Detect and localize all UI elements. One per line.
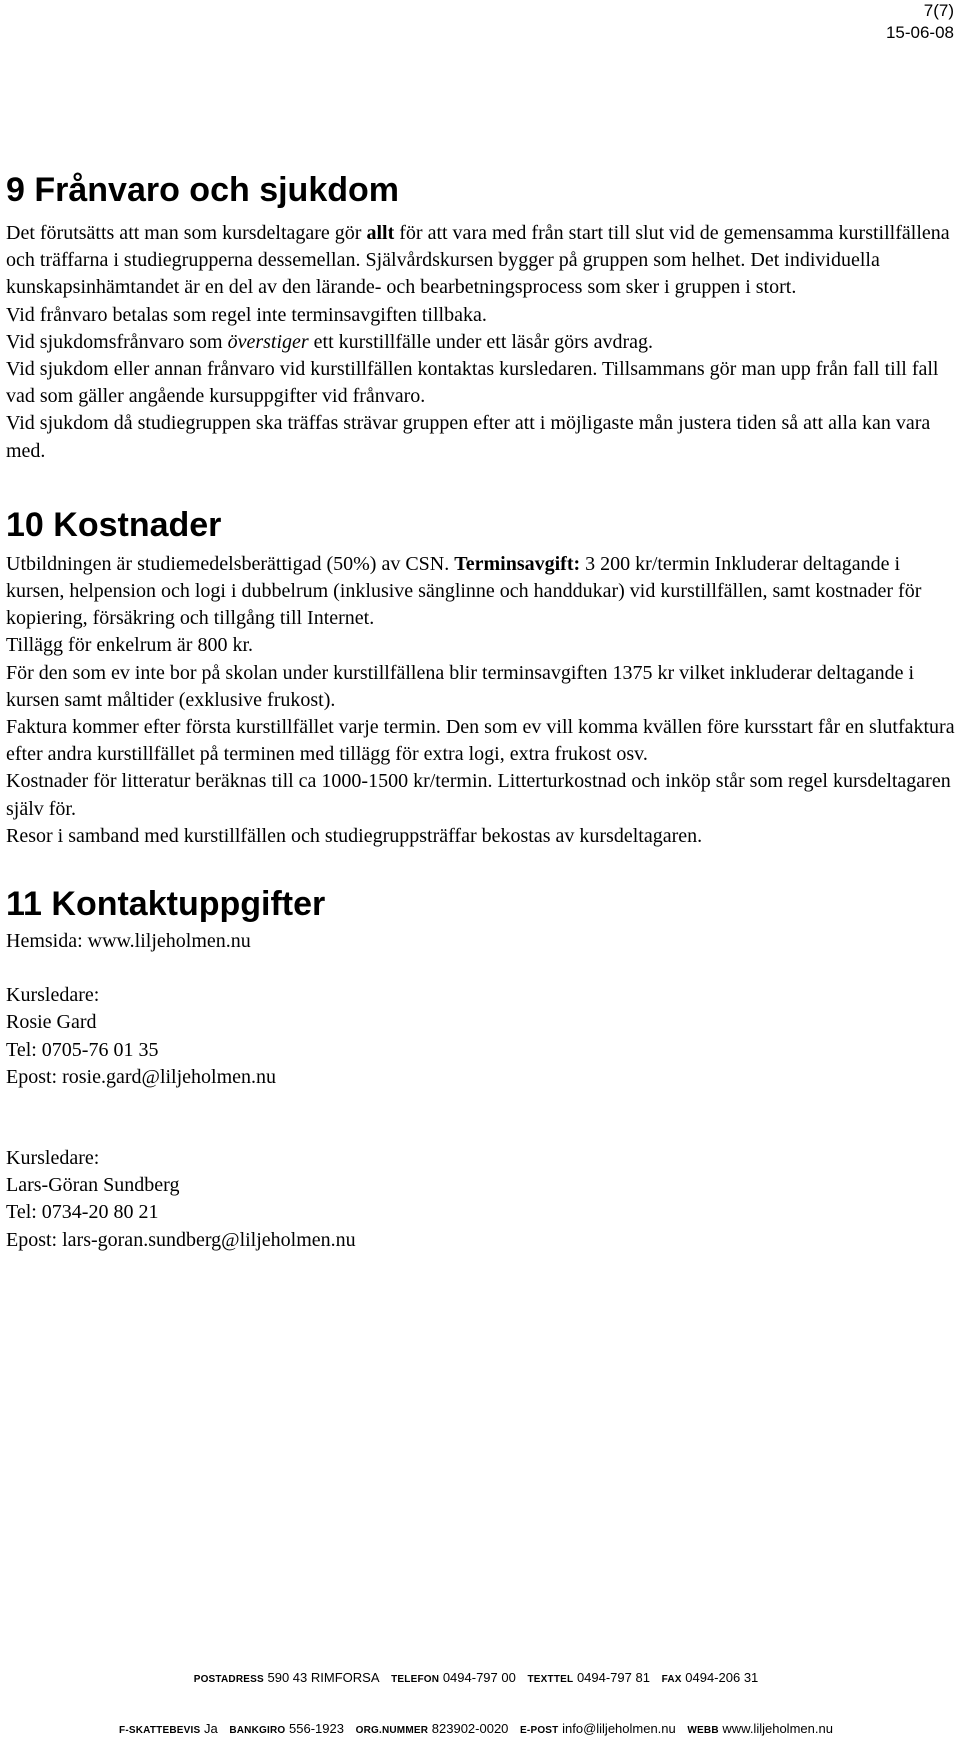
footer-label: BANKGIRO bbox=[229, 1725, 286, 1736]
spacer bbox=[6, 955, 956, 982]
footer-label: POSTADRESS bbox=[193, 1674, 264, 1685]
text: för att vara med från start till slut vid de gemensamma kurstillfällena och träffarna i studiegrupperna dessemellan. Självårdskursen bygger på gruppen som helhet. Det individuella kunskapsinhämtandet är en del av den lärande- och bearbetningsprocess som sker i gruppen i stort. bbox=[6, 222, 950, 299]
footer-label: WEBB bbox=[687, 1725, 719, 1736]
emphasis-bold: allt bbox=[366, 222, 395, 244]
footer-label: TELEFON bbox=[391, 1674, 440, 1685]
contact-role: Kursledare: bbox=[6, 1147, 100, 1170]
footer-line-1 bbox=[0, 1670, 960, 1685]
footer-value: 0494-206 31 bbox=[685, 1670, 759, 1685]
text: ett kurstillfälle under ett läsår görs avdrag. bbox=[308, 330, 653, 353]
sec10-paragraph-1 bbox=[6, 551, 956, 633]
footer-label: TEXTTEL bbox=[527, 1674, 574, 1685]
contact-phone: Tel: 0734-20 80 21 bbox=[6, 1201, 159, 1224]
footer-label: FAX bbox=[661, 1674, 682, 1685]
contact-phone: Tel: 0705-76 01 35 bbox=[6, 1038, 159, 1061]
contact-email: Epost: lars-goran.sundberg@liljeholmen.nu bbox=[6, 1228, 356, 1251]
footer-value: info@liljeholmen.nu bbox=[562, 1721, 676, 1736]
text: 3 200 kr/termin Inkluderar deltagande i kursen, helpension och logi i dubbelrum (inklusive sänglinne och handdukar) vid kurstillfällen, samt kostnader för kopiering, försäkring och tillgång till Internet. bbox=[6, 552, 922, 630]
contact-role: Kursledare: bbox=[6, 984, 100, 1007]
page-number: 7(7) bbox=[923, 1, 954, 20]
sec9-paragraph-1 bbox=[6, 220, 956, 302]
spacer bbox=[6, 1118, 956, 1145]
sec9-paragraph-2: Vid frånvaro betalas som regel inte terminsavgiften tillbaka. bbox=[6, 303, 487, 326]
sec10-paragraph-5: Kostnader för litteratur beräknas till ca 1000-1500 kr/termin. Litterturkostnad och inköp står som regel kursdeltagaren själv för. bbox=[6, 770, 951, 820]
footer-label: F-SKATTEBEVIS bbox=[119, 1725, 201, 1736]
section-9-heading: 9 Frånvaro och sjukdom bbox=[6, 171, 399, 209]
spacer bbox=[6, 1091, 956, 1118]
footer-line-2 bbox=[0, 1721, 960, 1736]
footer-label: E-POST bbox=[520, 1725, 559, 1736]
section-10-heading: 10 Kostnader bbox=[6, 505, 222, 544]
contact-email: Epost: rosie.gard@liljeholmen.nu bbox=[6, 1065, 277, 1088]
footer-value: 556-1923 bbox=[289, 1721, 344, 1736]
document-body bbox=[6, 170, 956, 1254]
contact-name: Rosie Gard bbox=[6, 1011, 97, 1034]
sec10-paragraph-3: För den som ev inte bor på skolan under kurstillfällena blir terminsavgiften 1375 kr vilket inkluderar deltagande i kursen samt måltider (exklusive frukost). bbox=[6, 661, 915, 711]
footer-value: 823902-0020 bbox=[431, 1721, 509, 1736]
website-line: Hemsida: www.liljeholmen.nu bbox=[6, 930, 251, 953]
contact-block bbox=[6, 982, 956, 1091]
footer-value: 0494-797 00 bbox=[442, 1670, 516, 1685]
footer-value: 0494-797 81 bbox=[576, 1670, 650, 1685]
sec10-paragraph-6: Resor i samband med kurstillfällen och studiegruppsträffar bekostas av kursdeltagaren. bbox=[6, 824, 703, 847]
sec9-paragraph-3 bbox=[6, 329, 956, 356]
document-date: 15-06-08 bbox=[885, 23, 954, 42]
contact-block bbox=[6, 1145, 956, 1254]
footer-value: Ja bbox=[203, 1721, 218, 1736]
text: Vid sjukdomsfrånvaro som bbox=[6, 330, 228, 353]
sec9-paragraph-4: Vid sjukdom eller annan frånvaro vid kurstillfällen kontaktas kursledaren. Tillsammans gör man upp från fall till fall vad som gäller angående kursuppgifter vid frånvaro. bbox=[6, 358, 939, 408]
text: Det förutsätts att man som kursdeltagare gör bbox=[6, 222, 367, 244]
emphasis-bold: Terminsavgift: bbox=[454, 552, 581, 575]
contact-name: Lars-Göran Sundberg bbox=[6, 1174, 180, 1197]
text: Utbildningen är studiemedelsberättigad (50%) av CSN. bbox=[6, 552, 455, 575]
footer-value: 590 43 RIMFORSA bbox=[267, 1670, 380, 1685]
sec10-paragraph-2: Tillägg för enkelrum är 800 kr. bbox=[6, 634, 254, 657]
sec9-paragraph-5: Vid sjukdom då studiegruppen ska träffas strävar gruppen efter att i möjligaste mån justera tiden så att alla kan vara med. bbox=[6, 412, 931, 462]
footer-value: www.liljeholmen.nu bbox=[722, 1721, 833, 1736]
sec10-paragraph-4: Faktura kommer efter första kurstillfället varje termin. Den som ev vill komma kvällen före kursstart får en slutfaktura efter andra kurstillfället på terminen med tillägg för extra logi, extra frukost osv. bbox=[6, 716, 955, 766]
emphasis-italic: överstiger bbox=[227, 330, 309, 353]
section-11-heading: 11 Kontaktuppgifter bbox=[6, 885, 326, 924]
footer-label: ORG.NUMMER bbox=[355, 1725, 429, 1736]
